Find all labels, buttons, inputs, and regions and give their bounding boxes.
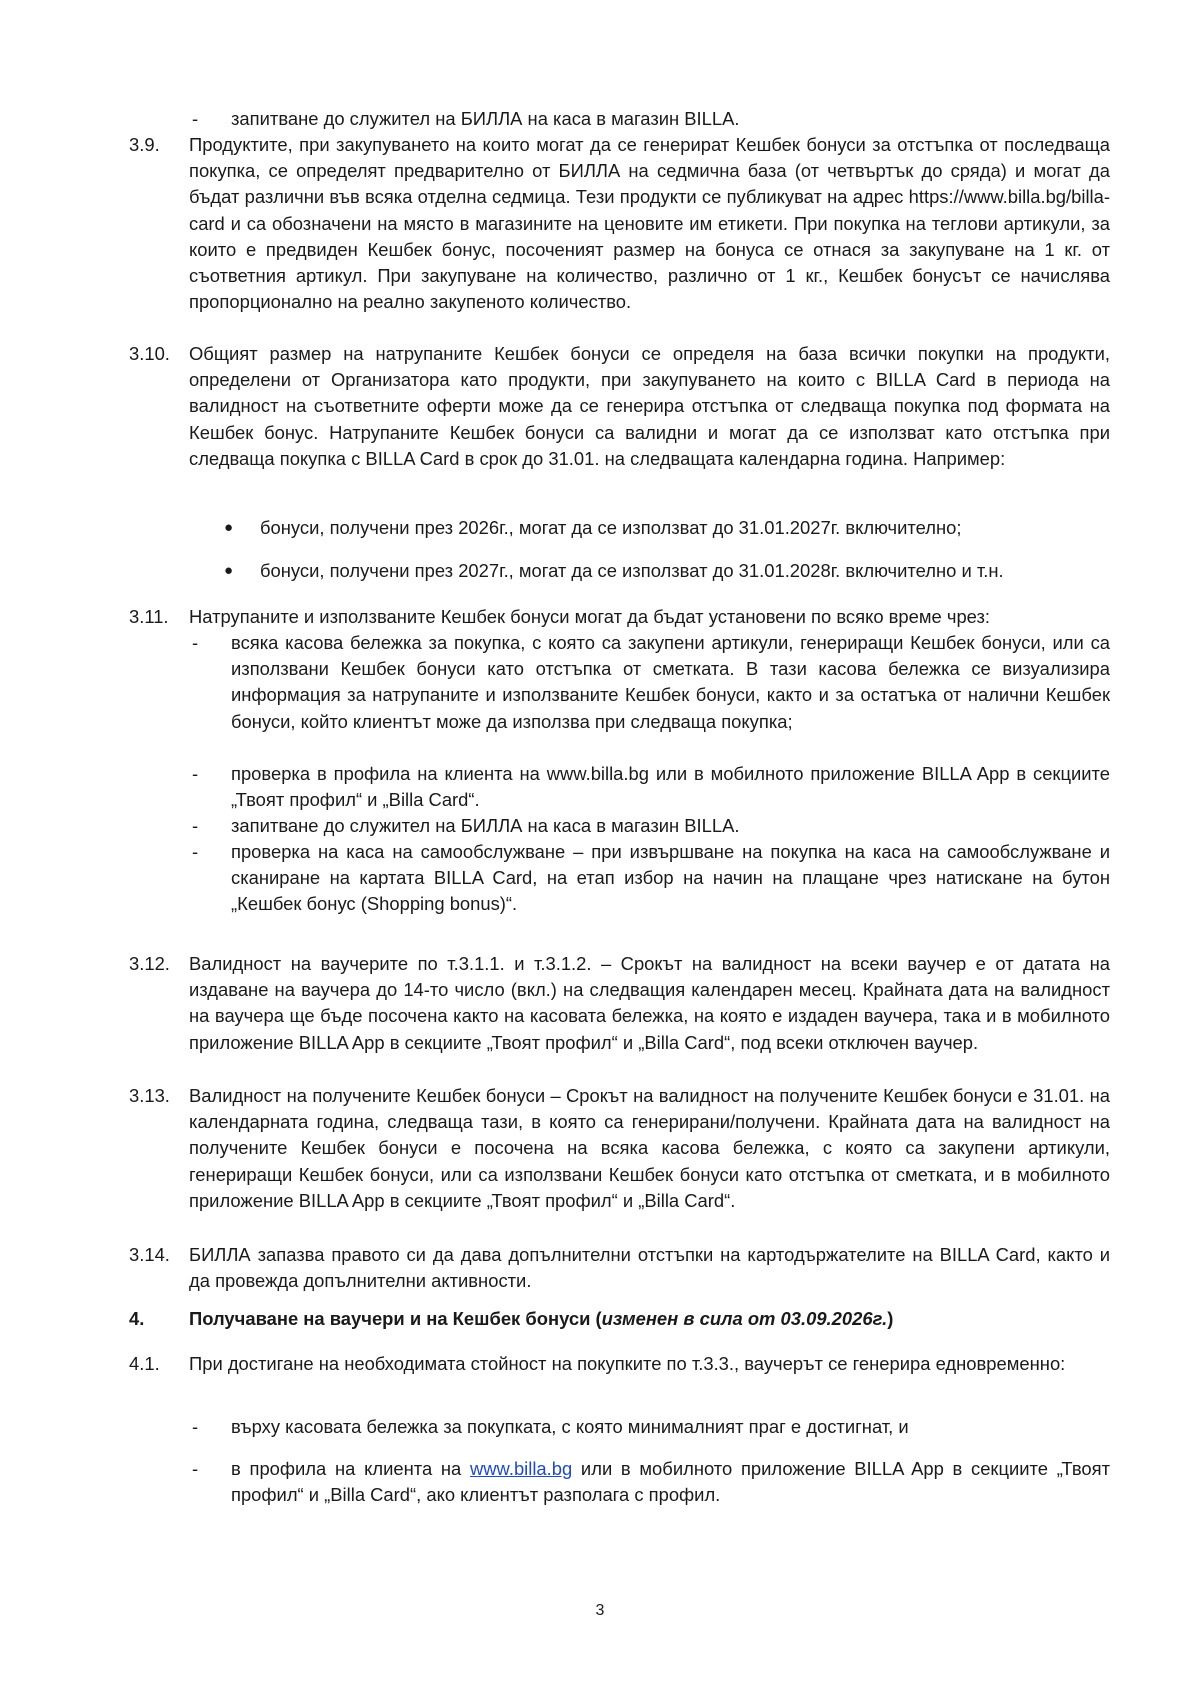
clause-number: 3.14. bbox=[129, 1244, 170, 1265]
bullet-text: бонуси, получени през 2026г., могат да се използват до 31.01.2027г. включително; bbox=[260, 517, 962, 538]
clause-text: Общият размер на натрупаните Кешбек бонуси се определя на база всички покупки на продукти, определени от Организатора като продукти, при закупуването на които с BILLA Card в периода на валидност на съответните оферти може да се генерира отстъпка от следваща покупка под формата на Кешбек бонус. Натрупаните Кешбек бонуси са валидни и могат да се използват като отстъпка при следваща покупка с BILLA Card в срок до 31.01. на следващата календарна година. Например: bbox=[189, 343, 1110, 469]
clause-text: Натрупаните и използваните Кешбек бонуси могат да бъдат установени по всяко време чрез: bbox=[189, 606, 991, 627]
clause-text: При достигане на необходимата стойност на покупките по т.3.3., ваучерът се генерира едновременно: bbox=[189, 1353, 1066, 1374]
dash-marker: - bbox=[192, 1458, 199, 1479]
list-item-text: запитване до служител на БИЛЛА на каса в магазин BILLA. bbox=[231, 815, 740, 836]
list-item-text: в профила на клиента на www.billa.bg или в мобилното приложение BILLA App в секциите „Твоят профил“ и „Billa Card“, ако клиентът разполага с профил. bbox=[231, 1458, 1111, 1506]
dash-marker: - bbox=[192, 815, 199, 836]
clause-number: 4.1. bbox=[129, 1353, 160, 1374]
list-item-text: върху касовата бележка за покупката, с която минималният праг е достигнат, и bbox=[231, 1416, 909, 1437]
dash-marker: - bbox=[192, 632, 199, 653]
bullet-marker: ● bbox=[224, 519, 234, 536]
clause-text: Валидност на получените Кешбек бонуси – Срокът на валидност на получените Кешбек бонуси е 31.01. на календарната година, следваща тази, в която са генерирани/получени. Крайната дата на валидност на получените Кешбек бонуси е посочена на всяка касова бележка, с която са закупени артикули, генериращи Кешбек бонуси, или са използвани Кешбек бонуси като отстъпка от сметката, и в мобилното приложение BILLA App в секциите „Твоят профил“ и „Billa Card“. bbox=[189, 1085, 1110, 1211]
list-item-text: проверка на каса на самообслужване – при извършване на покупка на каса на самообслужване и сканиране на картата BILLA Card, на етап избор на начин на плащане чрез натискане на бутон „Кешбек бонус (Shopping bonus)“. bbox=[231, 841, 1110, 915]
dash-marker: - bbox=[192, 841, 199, 862]
dash-marker: - bbox=[192, 1416, 199, 1437]
clause-text: Валидност на ваучерите по т.3.1.1. и т.3.1.2. – Срокът на валидност на всеки ваучер е от датата на издаване на ваучера до 14-то число (вкл.) на следващия календарен месец. Крайната дата на валидност на ваучера ще бъде посочена както на касовата бележка, на която е издаден ваучера, така и в мобилното приложение BILLA App в секциите „Твоят профил“ и „Billa Card“, под всеки отключен ваучер. bbox=[189, 953, 1110, 1053]
bullet-text: бонуси, получени през 2027г., могат да се използват до 31.01.2028г. включително и т.н. bbox=[260, 560, 1004, 581]
bullet-marker: ● bbox=[224, 562, 234, 579]
clause-number: 3.9. bbox=[129, 134, 160, 155]
list-item-text: всяка касова бележка за покупка, с която са закупени артикули, генериращи Кешбек бонуси, или са използвани Кешбек бонуси като отстъпка от сметката. В тази касова бележка се визуализира информация за натрупаните и използваните Кешбек бонуси, както и за остатъка от налични Кешбек бонуси, който клиентът може да използва при следваща покупка; bbox=[231, 632, 1110, 732]
clause-text: Продуктите, при закупуването на които могат да се генерират Кешбек бонуси за отстъпка от последваща покупка, се определят предварително от БИЛЛА на седмична база (от четвъртък до сряда) и могат да бъдат различни във всяка отделна седмица. Тези продукти се публикуват на адрес https://www.billa.bg/billa-card и са обозначени на място в магазините на ценовите им етикети. При покупка на теглови артикули, за които е предвиден Кешбек бонус, посоченият размер на бонуса се отнася за закупуване на 1 кг. от съответния артикул. При закупуване на количество, различно от 1 кг., Кешбек бонусът се начислява пропорционално на реално закупеното количество. bbox=[189, 134, 1110, 313]
amendment-note: изменен в сила от 03.09.2026г. bbox=[601, 1308, 888, 1329]
section-title: Получаване на ваучери и на Кешбек бонуси (изменен в сила от 03.09.2026г.) bbox=[189, 1308, 894, 1329]
clause-number: 3.12. bbox=[129, 953, 170, 974]
dash-marker: - bbox=[192, 108, 199, 129]
clause-number: 3.11. bbox=[129, 606, 169, 627]
billa-website-link[interactable]: www.billa.bg bbox=[470, 1458, 573, 1479]
page-number: 3 bbox=[595, 1602, 605, 1619]
clause-number: 3.13. bbox=[129, 1085, 170, 1106]
section-number: 4. bbox=[129, 1308, 145, 1329]
list-item-text: проверка в профила на клиента на www.billa.bg или в мобилното приложение BILLA App в секциите „Твоят профил“ и „Billa Card“. bbox=[231, 763, 1110, 811]
dash-marker: - bbox=[192, 763, 199, 784]
list-item-text: запитване до служител на БИЛЛА на каса в магазин BILLA. bbox=[231, 108, 740, 129]
clause-number: 3.10. bbox=[129, 343, 170, 364]
clause-text: БИЛЛА запазва правото си да дава допълнителни отстъпки на картодържателите на BILLA Card, както и да провежда допълнителни активности. bbox=[189, 1244, 1110, 1292]
